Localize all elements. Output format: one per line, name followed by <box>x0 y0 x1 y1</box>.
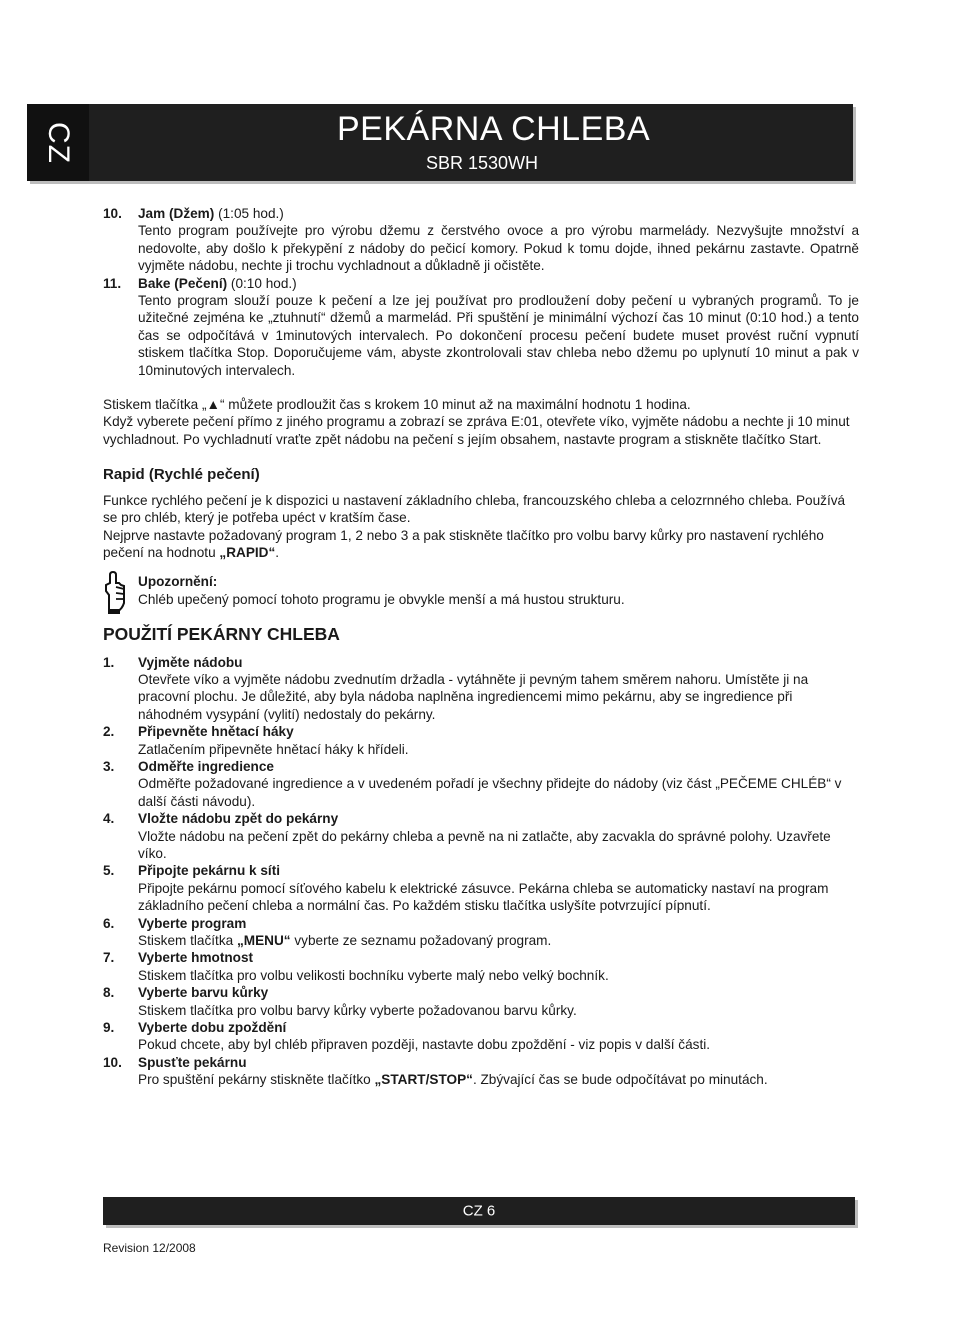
program-time: (1:05 hod.) <box>214 206 284 221</box>
usage-step <box>103 862 859 914</box>
step-title: Vyjměte nádobu <box>138 654 243 670</box>
step-text: Stiskem tlačítka „MENU“ vyberte ze seznamu požadovaný program. <box>138 933 552 949</box>
warning-text: Chléb upečený pomocí tohoto programu je obvykle menší a má hustou strukturu. <box>138 591 625 607</box>
usage-step <box>103 758 859 810</box>
step-number: 4. <box>103 811 115 827</box>
step-number: 3. <box>103 758 115 774</box>
step-title: Připevněte hnětací háky <box>138 724 294 740</box>
step-number: 7. <box>103 950 115 966</box>
program-description: Tento program slouží pouze k pečení a lze jej používat pro prodloužení doby pečení u vybraných programů. To je užitečné zejména ke „ztuhnutí“ džemů a marmelád. Při spuštění je minimální výchozí čas 10 minut (0:10 hod.) a tento čas se odpočítává v 1minutových intervalech. Po dokončení procesu pečení budete muset provést ruční vypnutí stiskem tlačítka Stop. Doporučujeme vám, abyste zkontrolovali stav chleba nebo džemu po uplynutí 10 minut a pak v 10minutových intervalech. <box>138 293 859 378</box>
usage-step <box>103 984 859 1019</box>
usage-step <box>103 810 859 862</box>
usage-step <box>103 949 859 984</box>
extend-paragraph: Stiskem tlačítka „▲“ můžete prodloužit čas s krokem 10 minut až na maximální hodnotu 1 hodina. <box>103 397 691 413</box>
step-text: Připojte pekárnu pomocí síťového kabelu k elektrické zásuvce. Pekárna chleba se automaticky nastaví na program základního pečení chleba a normální čas. Po každém stisku tlačítka uslyšíte potvrzující pípnutí. <box>138 880 829 914</box>
model-number: SBR 1530WH <box>426 153 539 173</box>
language-code: CZ <box>42 121 75 164</box>
language-tab <box>27 104 89 181</box>
step-text: Stiskem tlačítka pro volbu velikosti bochníku vyberte malý nebo velký bochník. <box>138 967 609 983</box>
program-time: (0:10 hod.) <box>227 275 297 291</box>
warning-title: Upozornění: <box>138 574 218 590</box>
rapid-paragraph: Funkce rychlého pečení je k dispozici u nastavení základního chleba, francouzského chleba a celozrnného chleba. Používá se pro chléb, který je potřeba upéct v kratším čase. <box>103 492 846 526</box>
step-text: Pokud chcete, aby byl chléb připraven později, nastavte dobu zpoždění - viz popis v další části. <box>138 1037 711 1053</box>
step-text: Stiskem tlačítka pro volbu barvy kůrky vyberte požadovanou barvu kůrky. <box>138 1002 577 1018</box>
step-text: Zatlačením připevněte hnětací háky k hřídeli. <box>138 741 409 757</box>
step-text: Vložte nádobu na pečení zpět do pekárny chleba a pevně na ni zatlačte, aby zacvakla do správné polohy. Uzavřete víko. <box>138 828 831 861</box>
item-number: 11. <box>103 275 122 291</box>
step-number: 2. <box>103 724 115 740</box>
program-item-bake <box>103 275 859 379</box>
step-title: Odměřte ingredience <box>138 758 274 774</box>
usage-steps <box>103 654 859 1089</box>
step-text: Otevřete víko a vyjměte nádobu zvednutím držadla - vytáhněte ji pevným tahem směrem nahoru. Umístěte ji na pracovní plochu. Je důležité, aby byla nádoba naplněna ingrediencemi mimo pekárnu, aby se ingredience při náhodném vysypání (vylití) nedostaly do pekárny. <box>138 671 809 722</box>
step-number: 10. <box>103 1054 122 1070</box>
warning-hand-icon <box>103 571 127 615</box>
program-name: Jam (Džem) <box>138 206 215 221</box>
usage-heading: POUŽITÍ PEKÁRNY CHLEBA <box>103 624 340 645</box>
step-title: Vložte nádobu zpět do pekárny <box>138 811 339 827</box>
program-name: Bake (Pečení) <box>138 275 228 291</box>
rapid-setup-paragraph: Nejprve nastavte požadovaný program 1, 2 nebo 3 a pak stiskněte tlačítko pro volbu barvy kůrky pro nastavení rychlého pečení na hodnotu „RAPID“. <box>103 527 824 560</box>
page-header <box>27 104 853 181</box>
step-title: Vyberte dobu zpoždění <box>138 1020 287 1036</box>
step-number: 9. <box>103 1020 115 1036</box>
step-number: 1. <box>103 654 115 670</box>
usage-step <box>103 1054 859 1089</box>
step-number: 6. <box>103 915 115 931</box>
program-description: Tento program používejte pro výrobu džemu z čerstvého ovoce a pro výrobu marmelády. Nezvyšujte množství a nedovolte, aby došlo k překypění z nádoby do pečicí komory. Pokud k tomu dojde, ihned pekárnu zastavte. Opatrně vyjměte nádobu, nechte ji trochu vychladnout a důkladně ji očistěte. <box>138 223 859 274</box>
page-title: PEKÁRNA CHLEBA <box>337 110 651 148</box>
step-title: Vyberte program <box>138 915 247 931</box>
step-number: 8. <box>103 985 115 1001</box>
main-content <box>103 205 859 1089</box>
warning-note <box>103 573 859 608</box>
step-title: Připojte pekárnu k síti <box>138 863 281 879</box>
item-number: 10. <box>103 206 122 221</box>
step-text: Odměřte požadované ingredience a v uvedeném pořadí je všechny přidejte do nádoby (viz část „PEČEME CHLÉB“ v další části návodu). <box>138 776 842 809</box>
revision-label: Revision 12/2008 <box>103 1241 196 1255</box>
program-item-jam <box>103 205 859 275</box>
usage-step <box>103 654 859 724</box>
rapid-heading: Rapid (Rychlé pečení) <box>103 466 260 484</box>
step-title: Spusťte pekárnu <box>138 1054 247 1070</box>
error-paragraph: Když vyberete pečení přímo z jiného programu a zobrazí se zpráva E:01, otevřete víko, vyjměte nádobu a nechte ji 10 minut vychladnout. Po vychladnutí vraťte zpět nádobu na pečení s jejím obsahem, nastavte program a stiskněte tlačítko Start. <box>103 414 850 447</box>
usage-step <box>103 915 859 950</box>
page-number: CZ 6 <box>462 1202 496 1220</box>
step-title: Vyberte barvu kůrky <box>138 985 269 1001</box>
usage-step <box>103 723 859 758</box>
step-title: Vyberte hmotnost <box>138 950 254 966</box>
step-number: 5. <box>103 863 115 879</box>
step-text: Pro spuštění pekárny stiskněte tlačítko „START/STOP“. Zbývající čas se bude odpočítávat po minutách. <box>138 1072 768 1088</box>
footer-bar <box>103 1197 855 1225</box>
usage-step <box>103 1019 859 1054</box>
